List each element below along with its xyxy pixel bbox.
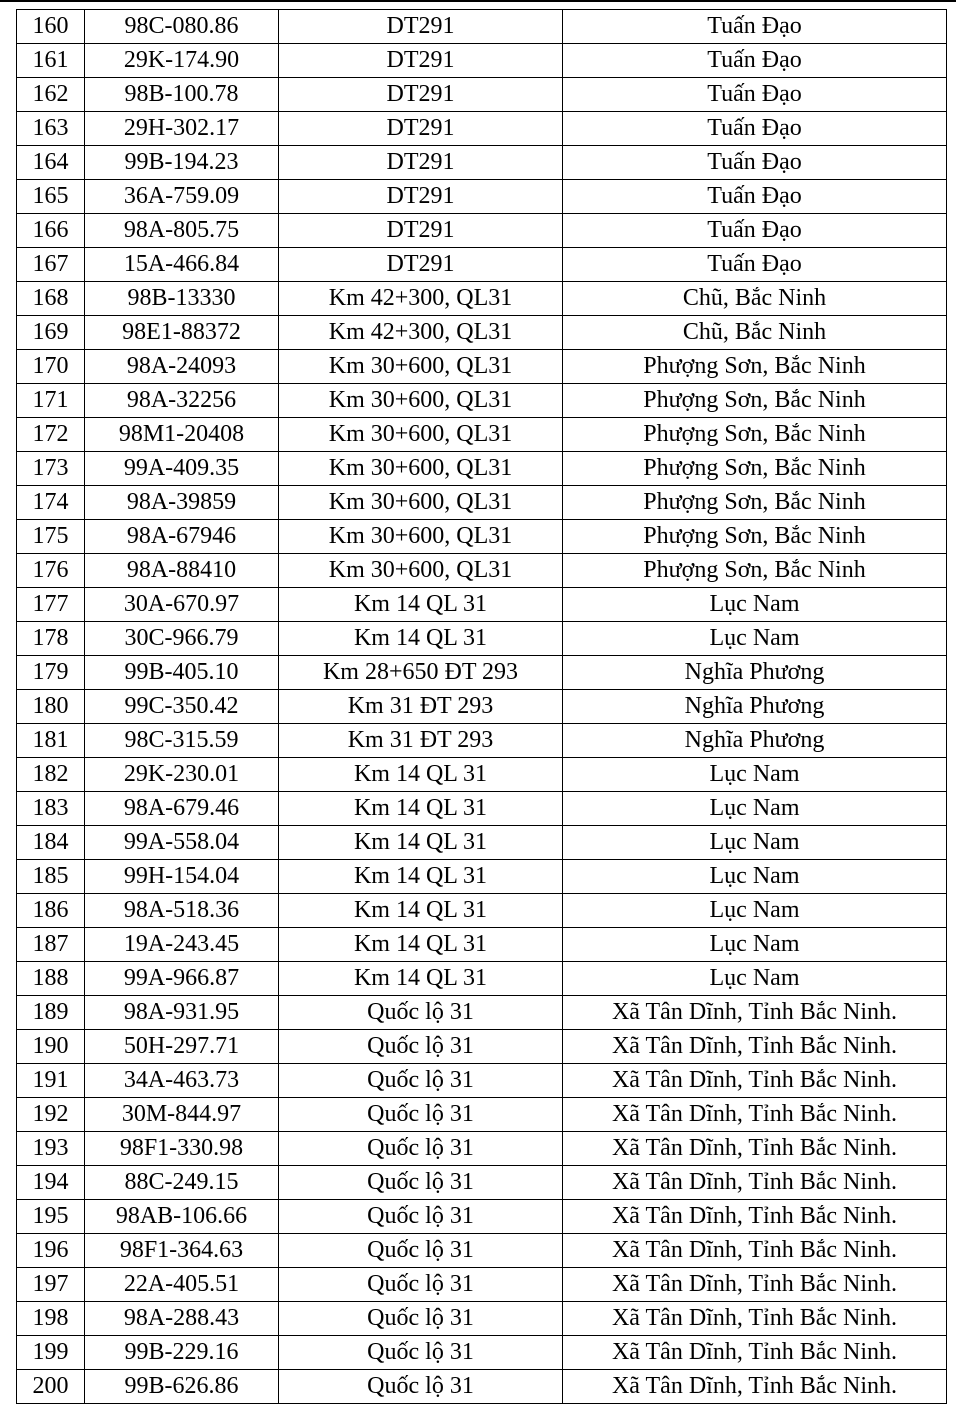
table-row: [17, 316, 947, 350]
row-number-cell: 198: [17, 1302, 85, 1336]
license-plate-cell: 98A-32256: [85, 384, 279, 418]
license-plate-cell: 99A-558.04: [85, 826, 279, 860]
row-number-cell: 180: [17, 690, 85, 724]
violation-location-cell: Km 14 QL 31: [279, 792, 563, 826]
violation-location-cell: Km 14 QL 31: [279, 928, 563, 962]
top-rule: [0, 0, 956, 2]
license-plate-cell: 19A-243.45: [85, 928, 279, 962]
table-row: [17, 486, 947, 520]
license-plate-cell: 98A-931.95: [85, 996, 279, 1030]
violation-location-cell: DT291: [279, 78, 563, 112]
violation-location-cell: DT291: [279, 112, 563, 146]
locality-cell: Phượng Sơn, Bắc Ninh: [563, 384, 947, 418]
row-number-cell: 196: [17, 1234, 85, 1268]
violation-location-cell: Km 14 QL 31: [279, 894, 563, 928]
locality-cell: Xã Tân Dĩnh, Tỉnh Bắc Ninh.: [563, 1336, 947, 1370]
table-row: [17, 1132, 947, 1166]
locality-cell: Lục Nam: [563, 860, 947, 894]
table-row: [17, 1030, 947, 1064]
license-plate-cell: 30M-844.97: [85, 1098, 279, 1132]
row-number-cell: 193: [17, 1132, 85, 1166]
row-number-cell: 200: [17, 1370, 85, 1404]
locality-cell: Tuấn Đạo: [563, 214, 947, 248]
license-plate-cell: 29K-230.01: [85, 758, 279, 792]
row-number-cell: 199: [17, 1336, 85, 1370]
license-plate-cell: 15A-466.84: [85, 248, 279, 282]
violation-location-cell: Quốc lộ 31: [279, 1234, 563, 1268]
table-row: [17, 724, 947, 758]
table-row: [17, 180, 947, 214]
table-row: [17, 860, 947, 894]
violation-location-cell: Km 14 QL 31: [279, 758, 563, 792]
row-number-cell: 197: [17, 1268, 85, 1302]
locality-cell: Xã Tân Dĩnh, Tỉnh Bắc Ninh.: [563, 1200, 947, 1234]
row-number-cell: 169: [17, 316, 85, 350]
table-row: [17, 1336, 947, 1370]
locality-cell: Tuấn Đạo: [563, 44, 947, 78]
table-row: [17, 1268, 947, 1302]
locality-cell: Xã Tân Dĩnh, Tỉnh Bắc Ninh.: [563, 1370, 947, 1404]
violation-location-cell: Quốc lộ 31: [279, 1336, 563, 1370]
violation-location-cell: Km 30+600, QL31: [279, 520, 563, 554]
row-number-cell: 176: [17, 554, 85, 588]
table-row: [17, 1370, 947, 1404]
row-number-cell: 165: [17, 180, 85, 214]
license-plate-cell: 30A-670.97: [85, 588, 279, 622]
row-number-cell: 172: [17, 418, 85, 452]
license-plate-cell: 29H-302.17: [85, 112, 279, 146]
locality-cell: Chũ, Bắc Ninh: [563, 282, 947, 316]
row-number-cell: 166: [17, 214, 85, 248]
violation-location-cell: DT291: [279, 146, 563, 180]
locality-cell: Xã Tân Dĩnh, Tỉnh Bắc Ninh.: [563, 1030, 947, 1064]
violation-location-cell: DT291: [279, 10, 563, 44]
license-plate-cell: 50H-297.71: [85, 1030, 279, 1064]
license-plate-cell: 98A-679.46: [85, 792, 279, 826]
locality-cell: Tuấn Đạo: [563, 248, 947, 282]
plate-table: [16, 9, 947, 1404]
violation-location-cell: DT291: [279, 248, 563, 282]
license-plate-cell: 22A-405.51: [85, 1268, 279, 1302]
license-plate-cell: 98C-315.59: [85, 724, 279, 758]
table-row: [17, 78, 947, 112]
locality-cell: Lục Nam: [563, 758, 947, 792]
violation-location-cell: Km 14 QL 31: [279, 826, 563, 860]
violation-location-cell: DT291: [279, 44, 563, 78]
table-row: [17, 452, 947, 486]
violation-location-cell: Quốc lộ 31: [279, 1064, 563, 1098]
violation-location-cell: Km 28+650 ĐT 293: [279, 656, 563, 690]
license-plate-cell: 99B-405.10: [85, 656, 279, 690]
row-number-cell: 181: [17, 724, 85, 758]
row-number-cell: 188: [17, 962, 85, 996]
locality-cell: Lục Nam: [563, 962, 947, 996]
table-row: [17, 690, 947, 724]
row-number-cell: 189: [17, 996, 85, 1030]
license-plate-cell: 98AB-106.66: [85, 1200, 279, 1234]
violation-location-cell: Quốc lộ 31: [279, 1132, 563, 1166]
locality-cell: Nghĩa Phương: [563, 690, 947, 724]
table-row: [17, 350, 947, 384]
license-plate-cell: 98A-88410: [85, 554, 279, 588]
table-row: [17, 384, 947, 418]
locality-cell: Phượng Sơn, Bắc Ninh: [563, 418, 947, 452]
license-plate-cell: 98A-39859: [85, 486, 279, 520]
violation-location-cell: Quốc lộ 31: [279, 1268, 563, 1302]
row-number-cell: 177: [17, 588, 85, 622]
table-row: [17, 1234, 947, 1268]
table-row: [17, 996, 947, 1030]
row-number-cell: 185: [17, 860, 85, 894]
violation-location-cell: Quốc lộ 31: [279, 1302, 563, 1336]
locality-cell: Tuấn Đạo: [563, 10, 947, 44]
license-plate-cell: 99B-194.23: [85, 146, 279, 180]
violation-location-cell: Quốc lộ 31: [279, 1370, 563, 1404]
violation-location-cell: Km 31 ĐT 293: [279, 690, 563, 724]
locality-cell: Phượng Sơn, Bắc Ninh: [563, 486, 947, 520]
table-row: [17, 146, 947, 180]
violation-location-cell: Quốc lộ 31: [279, 1166, 563, 1200]
license-plate-cell: 88C-249.15: [85, 1166, 279, 1200]
row-number-cell: 161: [17, 44, 85, 78]
violation-location-cell: Km 14 QL 31: [279, 588, 563, 622]
license-plate-cell: 98C-080.86: [85, 10, 279, 44]
row-number-cell: 195: [17, 1200, 85, 1234]
violation-location-cell: Km 30+600, QL31: [279, 452, 563, 486]
locality-cell: Tuấn Đạo: [563, 180, 947, 214]
locality-cell: Xã Tân Dĩnh, Tỉnh Bắc Ninh.: [563, 996, 947, 1030]
locality-cell: Phượng Sơn, Bắc Ninh: [563, 554, 947, 588]
license-plate-cell: 98B-100.78: [85, 78, 279, 112]
license-plate-cell: 99A-966.87: [85, 962, 279, 996]
locality-cell: Lục Nam: [563, 894, 947, 928]
locality-cell: Xã Tân Dĩnh, Tỉnh Bắc Ninh.: [563, 1064, 947, 1098]
violation-location-cell: DT291: [279, 214, 563, 248]
locality-cell: Lục Nam: [563, 588, 947, 622]
row-number-cell: 191: [17, 1064, 85, 1098]
table-row: [17, 10, 947, 44]
row-number-cell: 168: [17, 282, 85, 316]
license-plate-cell: 98F1-364.63: [85, 1234, 279, 1268]
row-number-cell: 167: [17, 248, 85, 282]
locality-cell: Chũ, Bắc Ninh: [563, 316, 947, 350]
license-plate-cell: 98A-67946: [85, 520, 279, 554]
violation-location-cell: Km 42+300, QL31: [279, 316, 563, 350]
locality-cell: Xã Tân Dĩnh, Tỉnh Bắc Ninh.: [563, 1098, 947, 1132]
locality-cell: Xã Tân Dĩnh, Tỉnh Bắc Ninh.: [563, 1132, 947, 1166]
violation-location-cell: Quốc lộ 31: [279, 1030, 563, 1064]
locality-cell: Xã Tân Dĩnh, Tỉnh Bắc Ninh.: [563, 1166, 947, 1200]
table-row: [17, 282, 947, 316]
license-plate-cell: 98A-805.75: [85, 214, 279, 248]
license-plate-cell: 34A-463.73: [85, 1064, 279, 1098]
table-row: [17, 44, 947, 78]
row-number-cell: 192: [17, 1098, 85, 1132]
license-plate-cell: 98A-24093: [85, 350, 279, 384]
table-row: [17, 622, 947, 656]
locality-cell: Lục Nam: [563, 928, 947, 962]
locality-cell: Nghĩa Phương: [563, 656, 947, 690]
table-row: [17, 894, 947, 928]
violation-location-cell: Quốc lộ 31: [279, 1098, 563, 1132]
license-plate-cell: 99B-229.16: [85, 1336, 279, 1370]
violation-location-cell: Km 30+600, QL31: [279, 554, 563, 588]
license-plate-cell: 98E1-88372: [85, 316, 279, 350]
row-number-cell: 194: [17, 1166, 85, 1200]
violation-location-cell: Km 30+600, QL31: [279, 350, 563, 384]
plate-table-body: [17, 10, 947, 1404]
table-row: [17, 418, 947, 452]
locality-cell: Lục Nam: [563, 792, 947, 826]
table-row: [17, 1200, 947, 1234]
row-number-cell: 171: [17, 384, 85, 418]
row-number-cell: 160: [17, 10, 85, 44]
violation-location-cell: Quốc lộ 31: [279, 996, 563, 1030]
row-number-cell: 164: [17, 146, 85, 180]
locality-cell: Xã Tân Dĩnh, Tỉnh Bắc Ninh.: [563, 1302, 947, 1336]
locality-cell: Nghĩa Phương: [563, 724, 947, 758]
table-row: [17, 520, 947, 554]
locality-cell: Tuấn Đạo: [563, 146, 947, 180]
table-row: [17, 248, 947, 282]
license-plate-cell: 98A-518.36: [85, 894, 279, 928]
violation-location-cell: Km 14 QL 31: [279, 622, 563, 656]
license-plate-cell: 99H-154.04: [85, 860, 279, 894]
locality-cell: Xã Tân Dĩnh, Tỉnh Bắc Ninh.: [563, 1268, 947, 1302]
locality-cell: Phượng Sơn, Bắc Ninh: [563, 520, 947, 554]
violation-location-cell: Km 14 QL 31: [279, 962, 563, 996]
table-row: [17, 554, 947, 588]
row-number-cell: 183: [17, 792, 85, 826]
locality-cell: Tuấn Đạo: [563, 112, 947, 146]
row-number-cell: 174: [17, 486, 85, 520]
row-number-cell: 170: [17, 350, 85, 384]
license-plate-cell: 99C-350.42: [85, 690, 279, 724]
table-row: [17, 112, 947, 146]
violation-location-cell: Km 14 QL 31: [279, 860, 563, 894]
license-plate-cell: 29K-174.90: [85, 44, 279, 78]
table-row: [17, 962, 947, 996]
table-row: [17, 758, 947, 792]
table-row: [17, 1166, 947, 1200]
violation-location-cell: Quốc lộ 31: [279, 1200, 563, 1234]
row-number-cell: 186: [17, 894, 85, 928]
row-number-cell: 162: [17, 78, 85, 112]
row-number-cell: 184: [17, 826, 85, 860]
table-row: [17, 1302, 947, 1336]
license-plate-cell: 99A-409.35: [85, 452, 279, 486]
locality-cell: Phượng Sơn, Bắc Ninh: [563, 350, 947, 384]
license-plate-cell: 98F1-330.98: [85, 1132, 279, 1166]
table-row: [17, 1098, 947, 1132]
violation-location-cell: Km 30+600, QL31: [279, 486, 563, 520]
violation-location-cell: Km 30+600, QL31: [279, 384, 563, 418]
table-row: [17, 214, 947, 248]
license-plate-cell: 98A-288.43: [85, 1302, 279, 1336]
locality-cell: Lục Nam: [563, 622, 947, 656]
row-number-cell: 182: [17, 758, 85, 792]
violation-location-cell: DT291: [279, 180, 563, 214]
row-number-cell: 187: [17, 928, 85, 962]
license-plate-cell: 98B-13330: [85, 282, 279, 316]
locality-cell: Lục Nam: [563, 826, 947, 860]
table-row: [17, 792, 947, 826]
license-plate-cell: 99B-626.86: [85, 1370, 279, 1404]
row-number-cell: 173: [17, 452, 85, 486]
row-number-cell: 179: [17, 656, 85, 690]
violation-location-cell: Km 42+300, QL31: [279, 282, 563, 316]
violation-location-cell: Km 30+600, QL31: [279, 418, 563, 452]
locality-cell: Xã Tân Dĩnh, Tỉnh Bắc Ninh.: [563, 1234, 947, 1268]
row-number-cell: 163: [17, 112, 85, 146]
locality-cell: Tuấn Đạo: [563, 78, 947, 112]
row-number-cell: 178: [17, 622, 85, 656]
table-row: [17, 928, 947, 962]
locality-cell: Phượng Sơn, Bắc Ninh: [563, 452, 947, 486]
table-row: [17, 1064, 947, 1098]
license-plate-cell: 98M1-20408: [85, 418, 279, 452]
table-row: [17, 588, 947, 622]
license-plate-cell: 30C-966.79: [85, 622, 279, 656]
table-row: [17, 826, 947, 860]
violation-location-cell: Km 31 ĐT 293: [279, 724, 563, 758]
row-number-cell: 175: [17, 520, 85, 554]
table-row: [17, 656, 947, 690]
row-number-cell: 190: [17, 1030, 85, 1064]
license-plate-cell: 36A-759.09: [85, 180, 279, 214]
